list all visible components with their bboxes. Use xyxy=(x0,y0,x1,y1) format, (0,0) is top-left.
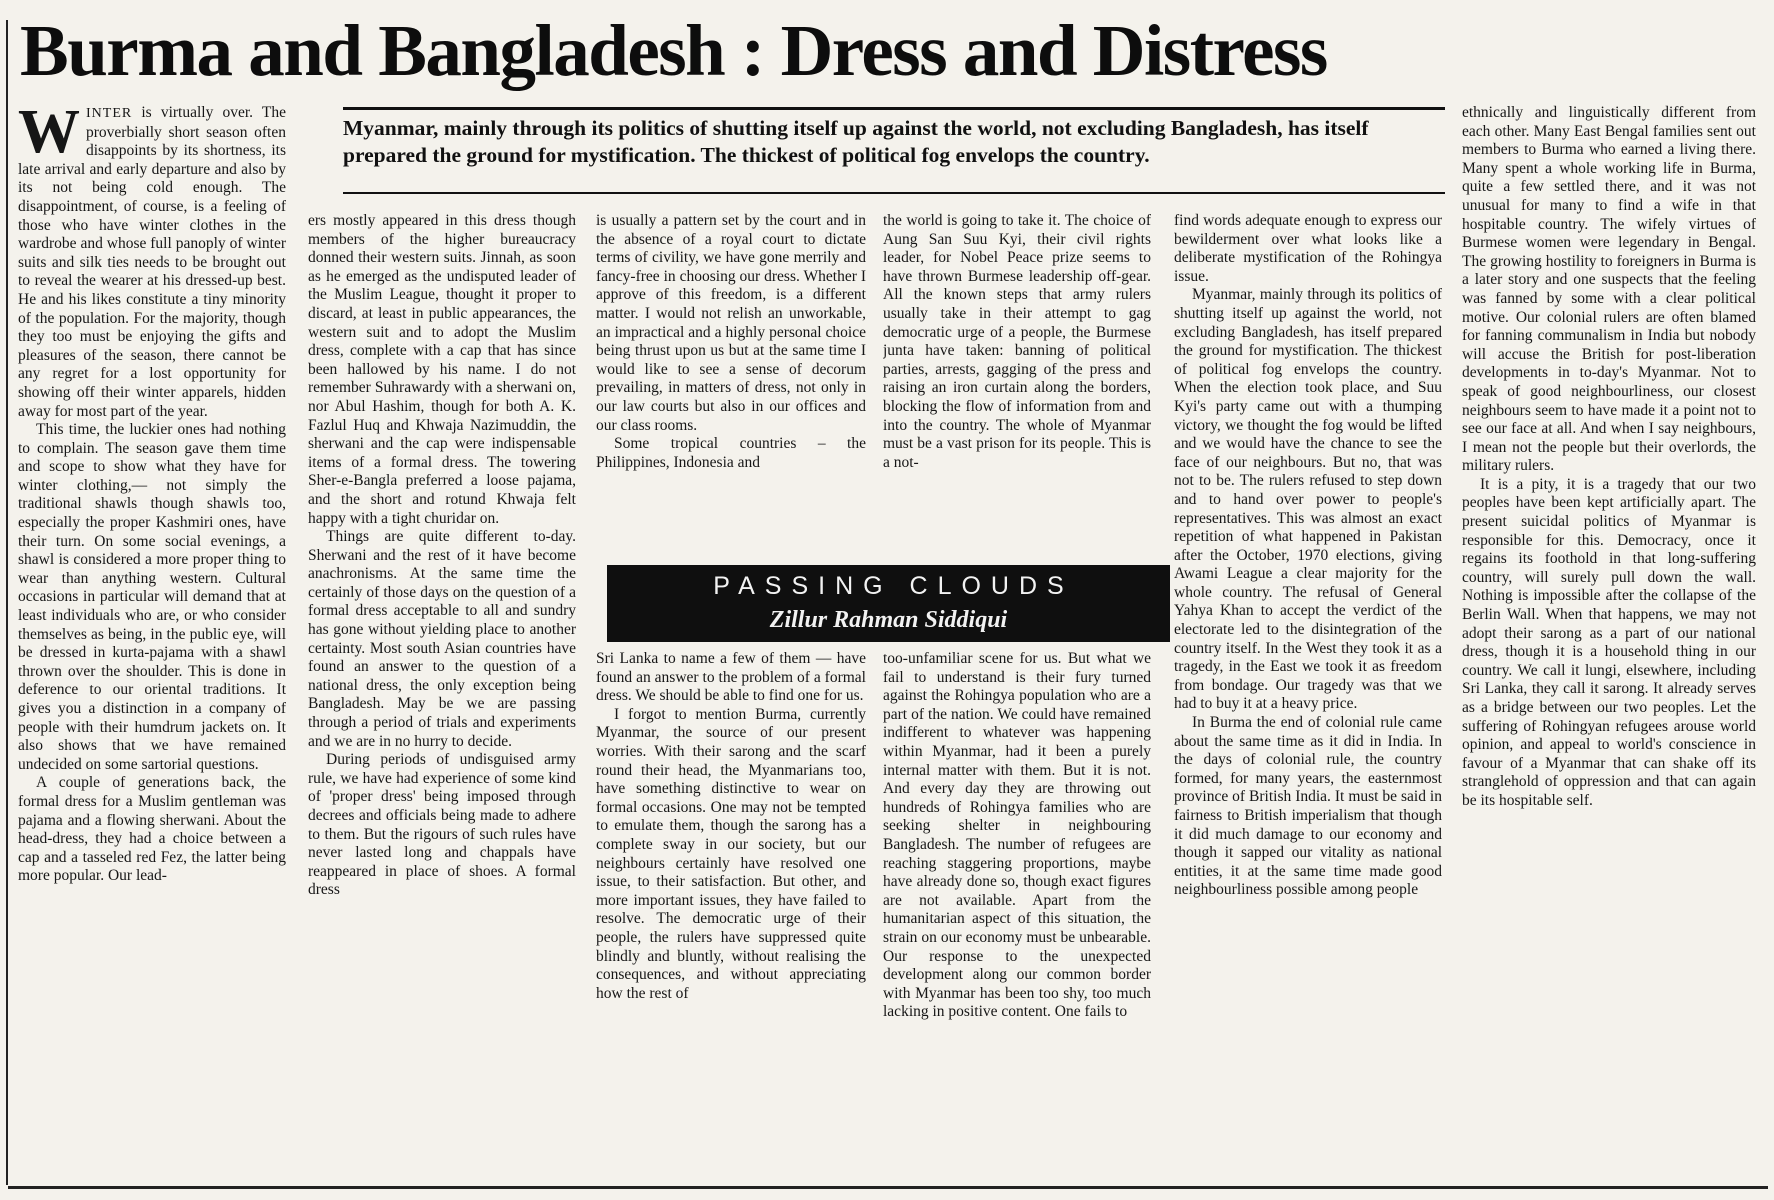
left-column-rule xyxy=(6,20,8,1185)
paragraph: Some tropical countries – the Philippines, Indonesia and xyxy=(596,435,866,471)
paragraph: ethnically and linguistically different from each other. Many East Bengal families sent out members to Burma who earned a living there. Many spent a whole working life in Burma, quite a few settled there, and it was not unusual for many to find a wife in that hospitable country. The wifely virtues of Burmese women were legendary in Bengal. The growing hostility to foreigners in Burma is a later story and one suspects that the feeling was fanned by some with a clear political motive. Our colonial rulers are often blamed for fanning communalism in India but nobody will accuse the British for post-liberation developments in to-day's Myanmar. Not to speak of good neighbourliness, our closest neighbours seem to have made it a point not to see our face at all. And when I say neighbours, I mean not the people but their overlords, the military rulers. xyxy=(1462,104,1756,475)
pull-quote: Myanmar, mainly through its politics of shutting itself up against the world, not excluding Bangladesh, has itself prepared the ground for mystification. The thickest of political fog envelops the country. xyxy=(343,116,1369,167)
paragraph: I forgot to mention Burma, currently Myanmar, the source of our present worries. With their sarong and the scarf round their head, the Myanmarians too, have something distinctive to wear on formal occasions. One may not be tempted to emulate them, though the sarong has a complete sway in our society, but our neighbours certainly have resolved one issue, to their satisfaction. But other, and more important issues, they have failed to resolve. The democratic urge of their people, the rulers have suppressed quite blindly and bluntly, without realising the consequences, and without appreciating how the rest of xyxy=(596,705,866,1002)
article-column-5 xyxy=(1174,212,1442,1184)
article-column-4-bottom xyxy=(883,650,1151,1184)
paragraph-text: is virtually over. The proverbially short season often disappoints by its shortness, its late arrival and early departure and also by its not being cold enough. The disappointment, of course, is a feeling of those who have winter clothes in the wardrobe and whose full panoply of winter suits and silk ties needs to be brought out to reveal the wearer at his dressed-up best. He and his likes constitute a tiny minority of the population. For the majority, though they too must be enjoying the gifts and pleasures of the season, there cannot be any regret for a lost opportunity for showing off their winter apparels, hidden away for most part of the year. xyxy=(18,104,286,420)
paragraph: is usually a pattern set by the court and in the absence of a royal court to dictate terms of civility, we have gone merrily and fancy-free in choosing our dress. Whether I approve of this freedom, is a different matter. I would not relish an unworkable, an impractical and a highly personal choice being thrust upon us but at the same time I would like to see a sense of decorum prevailing, in matters of dress, not only in our law courts but also in our offices and our class rooms. xyxy=(596,212,866,434)
paragraph: the world is going to take it. The choice of Aung San Suu Kyi, their civil rights leader, for Nobel Peace prize seems to have thrown Burmese leadership off-gear. All the known steps that army rulers usually take in their attempt to gag democratic urge of a people, the Burmese junta have taken: banning of political parties, arrests, gagging of the press and raising an iron curtain along the borders, blocking the flow of information from and into the country. The whole of Myanmar must be a vast prison for its people. This is a not- xyxy=(883,212,1151,471)
paragraph xyxy=(18,104,286,421)
article-column-3-top xyxy=(596,212,866,557)
article-column-3-bottom xyxy=(596,650,866,1184)
pull-quote-box xyxy=(343,107,1445,194)
lead-in-caps: INTER xyxy=(86,106,133,121)
paragraph: During periods of undisguised army rule, we have had experience of some kind of 'proper dress' being imposed through decrees and officials being made to adhere to them. But the rigours of such rules have never lasted long and chappals have reappeared in place of shoes. A formal dress xyxy=(308,751,576,899)
paragraph: This time, the luckier ones had nothing to complain. The season gave them time and scope to show what they have for winter clothing,— not simply the traditional shawls though shawls too, especially the proper Kashmiri ones, have their turn. On some social evenings, a shawl is considered a more proper thing to wear than anything western. Cultural occasions in particular will demand that at least individuals who are, or who consider themselves as being, in the public eye, will be dressed in kurta-pajama with a shawl thrown over the shoulder. This is done in deference to our oriental traditions. It gives you a distinction in a company of people with their humdrum jackets on. It also shows that we have remained undecided on some sartorial questions. xyxy=(18,421,286,773)
paragraph: Sri Lanka to name a few of them — have found an answer to the problem of a formal dress. We should be able to find one for us. xyxy=(596,650,866,705)
paragraph: It is a pity, it is a tragedy that our two peoples have been kept artificially apart. The present suicidal politics of Myanmar is responsible for this. Democracy, once it regains its foothold in that long-suffering country, will surely pull down the wall. Nothing is impossible after the collapse of the Berlin Wall. When that happens, we may not adopt their sarong as a part of our national dress, though it is a household thing in our country. We call it lungi, elsewhere, including Sri Lanka, they call it sarong. It already serves as a bridge between our two peoples. Let the suffering of Rohingyan refugees arouse world opinion, and appeal to world's conscience in favour of a Myanmar that can shake off its stranglehold of oppression and that can again be its hospitable self. xyxy=(1462,475,1756,809)
headline: Burma and Bangladesh : Dress and Distress xyxy=(20,10,1327,91)
paragraph: find words adequate enough to express our bewilderment over what looks like a deliberate mystification of the Rohingya issue. xyxy=(1174,212,1442,285)
column-title: PASSING CLOUDS xyxy=(713,572,1074,600)
paragraph: Things are quite different to-day. Sherwani and the rest of it have become anachronisms. At the same time the certainly of those days on the question of a formal dress acceptable to all and sundry has gone without yielding place to another certainty. Most south Asian countries have found an answer to the question of a national dress, the only exception being Bangladesh. May be we are passing through a period of trials and experiments and we are in no hurry to decide. xyxy=(308,528,576,750)
paragraph: A couple of generations back, the formal dress for a Muslim gentleman was pajama and a flowing sherwani. About the head-dress, they had a choice between a cap and a tasseled red Fez, the latter being more popular. Our lead- xyxy=(18,774,286,885)
paragraph: ers mostly appeared in this dress though members of the higher bureaucracy donned their western suits. Jinnah, as soon as he emerged as the undisputed leader of the Muslim League, thought it proper to discard, at least in public appearances, the western suit and to adopt the Muslim dress, complete with a cap that has since been hallowed by his name. I do not remember Suhrawardy with a sherwani on, nor Abul Hashim, though for both A. K. Fazlul Huq and Khwaja Nazimuddin, the sherwani and the cap were indispensable items of a formal dress. The towering Sher-e-Bangla preferred a loose pajama, and the short and rotund Khwaja felt happy with a tight churidar on. xyxy=(308,212,576,527)
paragraph: In Burma the end of colonial rule came about the same time as it did in India. In the days of colonial rule, the country formed, for many years, the easternmost province of British India. It must be said in fairness to British imperialism that though it did much damage to our economy and though it sapped our vitality as national entities, it at the same time made good neighbourliness possible among people xyxy=(1174,714,1442,899)
article-column-2 xyxy=(308,212,576,1184)
paragraph: too-unfamiliar scene for us. But what we fail to understand is their fury turned against the Rohingya population who are a part of the nation. We could have remained indifferent to whatever was happening within Myanmar, had it been a purely internal matter with them. But it is not. And every day they are throwing out hundreds of Rohingya families who are seeking shelter in neighbouring Bangladesh. The number of refugees are reaching staggering proportions, maybe have already done so, though exact figures are not available. Apart from the humanitarian aspect of this situation, the strain on our economy must be unbearable. Our response to the unexpected development along our common border with Myanmar has been too shy, too much lacking in positive content. One fails to xyxy=(883,650,1151,1021)
article-column-6 xyxy=(1462,104,1756,1184)
article-column-1 xyxy=(18,104,286,1184)
article-column-4-top xyxy=(883,212,1151,557)
paragraph: Myanmar, mainly through its politics of shutting itself up against the world, not excluding Bangladesh, has itself prepared the ground for mystification. The thickest of political fog envelops the country. When the election took place, and Suu Kyi's party came out with a thumping victory, we thought the fog would be lifted and we would have the chance to see the face of our neighbours. But no, that was not to be. The rulers refused to step down and to hand over power to people's representatives. This was almost an exact repetition of what happened in Pakistan after the October, 1970 elections, giving Awami League a clear majority for the whole country. The refusal of General Yahya Khan to accept the verdict of the electorate led to the disintegration of the country itself. In the West they took it as a tragedy, in the East we took it as freedom from bondage. Our tragedy was that we had to buy it at a heavy price. xyxy=(1174,286,1442,713)
drop-cap: W xyxy=(18,104,80,166)
column-banner xyxy=(607,565,1170,642)
author-byline: Zillur Rahman Siddiqui xyxy=(769,607,1008,633)
bottom-rule xyxy=(8,1186,1768,1189)
